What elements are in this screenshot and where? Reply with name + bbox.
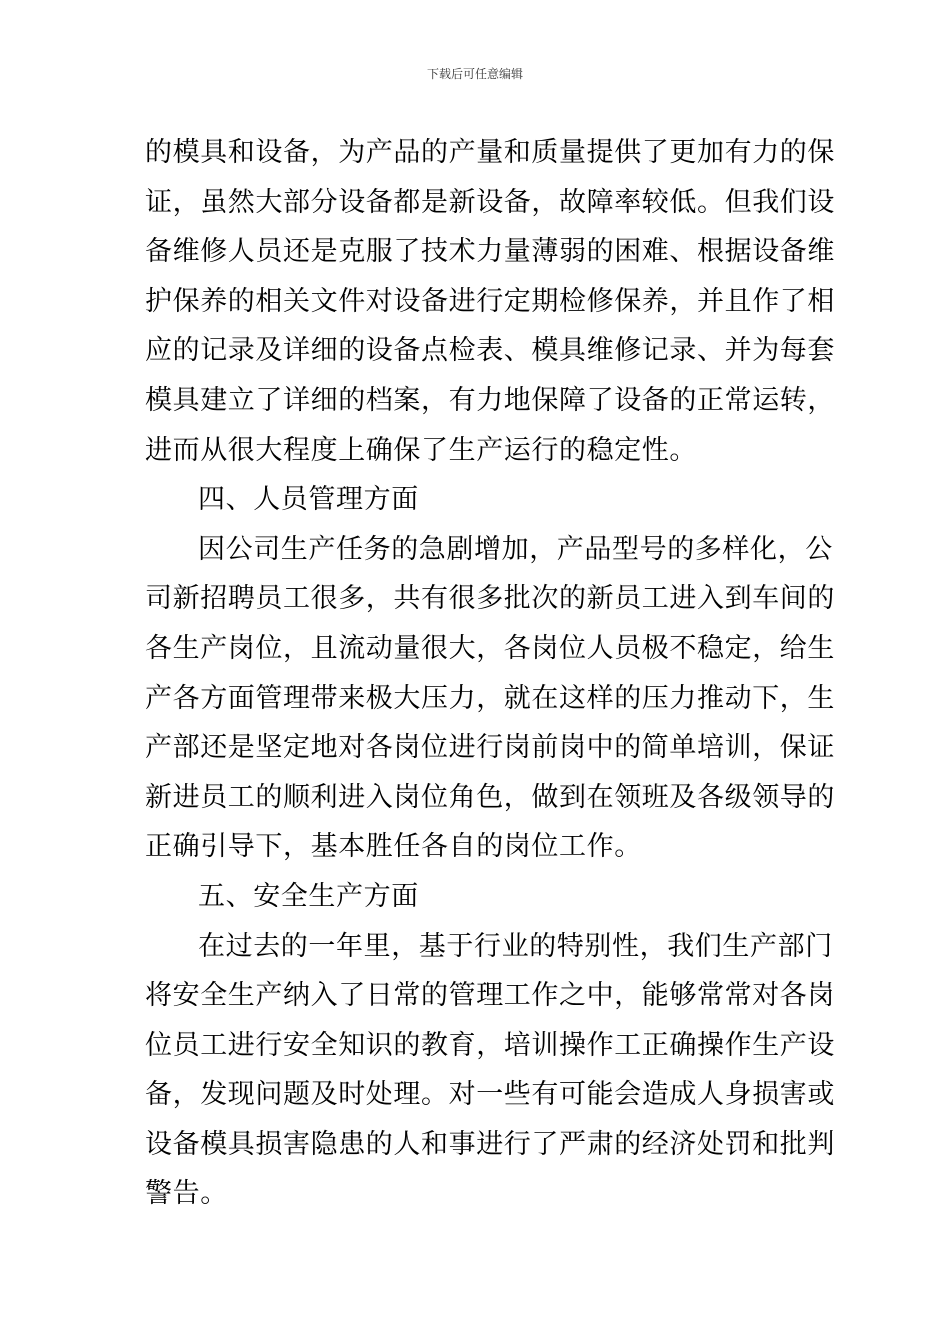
paragraph-line: 备，发现问题及时处理。对一些有可能会造成人身损害或 bbox=[145, 1079, 835, 1111]
paragraph-line: 的模具和设备，为产品的产量和质量提供了更加有力的保 bbox=[145, 137, 835, 168]
page-header: 下载后可任意编辑 bbox=[426, 67, 523, 81]
paragraph-line: 警告。 bbox=[145, 1178, 228, 1210]
paragraph-line: 在过去的一年里，基于行业的特别性，我们生产部门 bbox=[198, 930, 833, 962]
paragraph-line: 因公司生产任务的急剧增加，产品型号的多样化，公 bbox=[198, 533, 833, 565]
paragraph-line: 进而从很大程度上确保了生产运行的稳定性。 bbox=[145, 434, 697, 466]
paragraph-line: 备维修人员还是克服了技术力量薄弱的困难、根据设备维 bbox=[145, 236, 835, 268]
section-heading: 四、人员管理方面 bbox=[198, 484, 419, 516]
paragraph-line: 新进员工的顺利进入岗位角色，做到在领班及各级领导的 bbox=[145, 781, 835, 813]
paragraph-line: 应的记录及详细的设备点检表、模具维修记录、并为每套 bbox=[145, 335, 835, 367]
paragraph-line: 位员工进行安全知识的教育，培训操作工正确操作生产设 bbox=[145, 1029, 835, 1061]
paragraph-line: 产各方面管理带来极大压力，就在这样的压力推动下，生 bbox=[145, 682, 835, 714]
paragraph-line: 将安全生产纳入了日常的管理工作之中，能够常常对各岗 bbox=[145, 980, 835, 1012]
paragraph-line: 模具建立了详细的档案，有力地保障了设备的正常运转， bbox=[145, 384, 835, 416]
section-heading: 五、安全生产方面 bbox=[198, 880, 419, 912]
paragraph-line: 设备模具损害隐患的人和事进行了严肃的经济处罚和批判 bbox=[145, 1128, 835, 1160]
document-body bbox=[145, 128, 835, 1219]
paragraph-line: 产部还是坚定地对各岗位进行岗前岗中的简单培训，保证 bbox=[145, 732, 835, 764]
paragraph-line: 司新招聘员工很多，共有很多批次的新员工进入到车间的 bbox=[145, 583, 835, 615]
paragraph-line: 证，虽然大部分设备都是新设备，故障率较低。但我们设 bbox=[145, 186, 835, 218]
paragraph-line: 护保养的相关文件对设备进行定期检修保养，并且作了相 bbox=[145, 285, 835, 317]
paragraph-line: 正确引导下，基本胜任各自的岗位工作。 bbox=[145, 831, 642, 863]
paragraph-line: 各生产岗位，且流动量很大，各岗位人员极不稳定，给生 bbox=[145, 632, 835, 664]
